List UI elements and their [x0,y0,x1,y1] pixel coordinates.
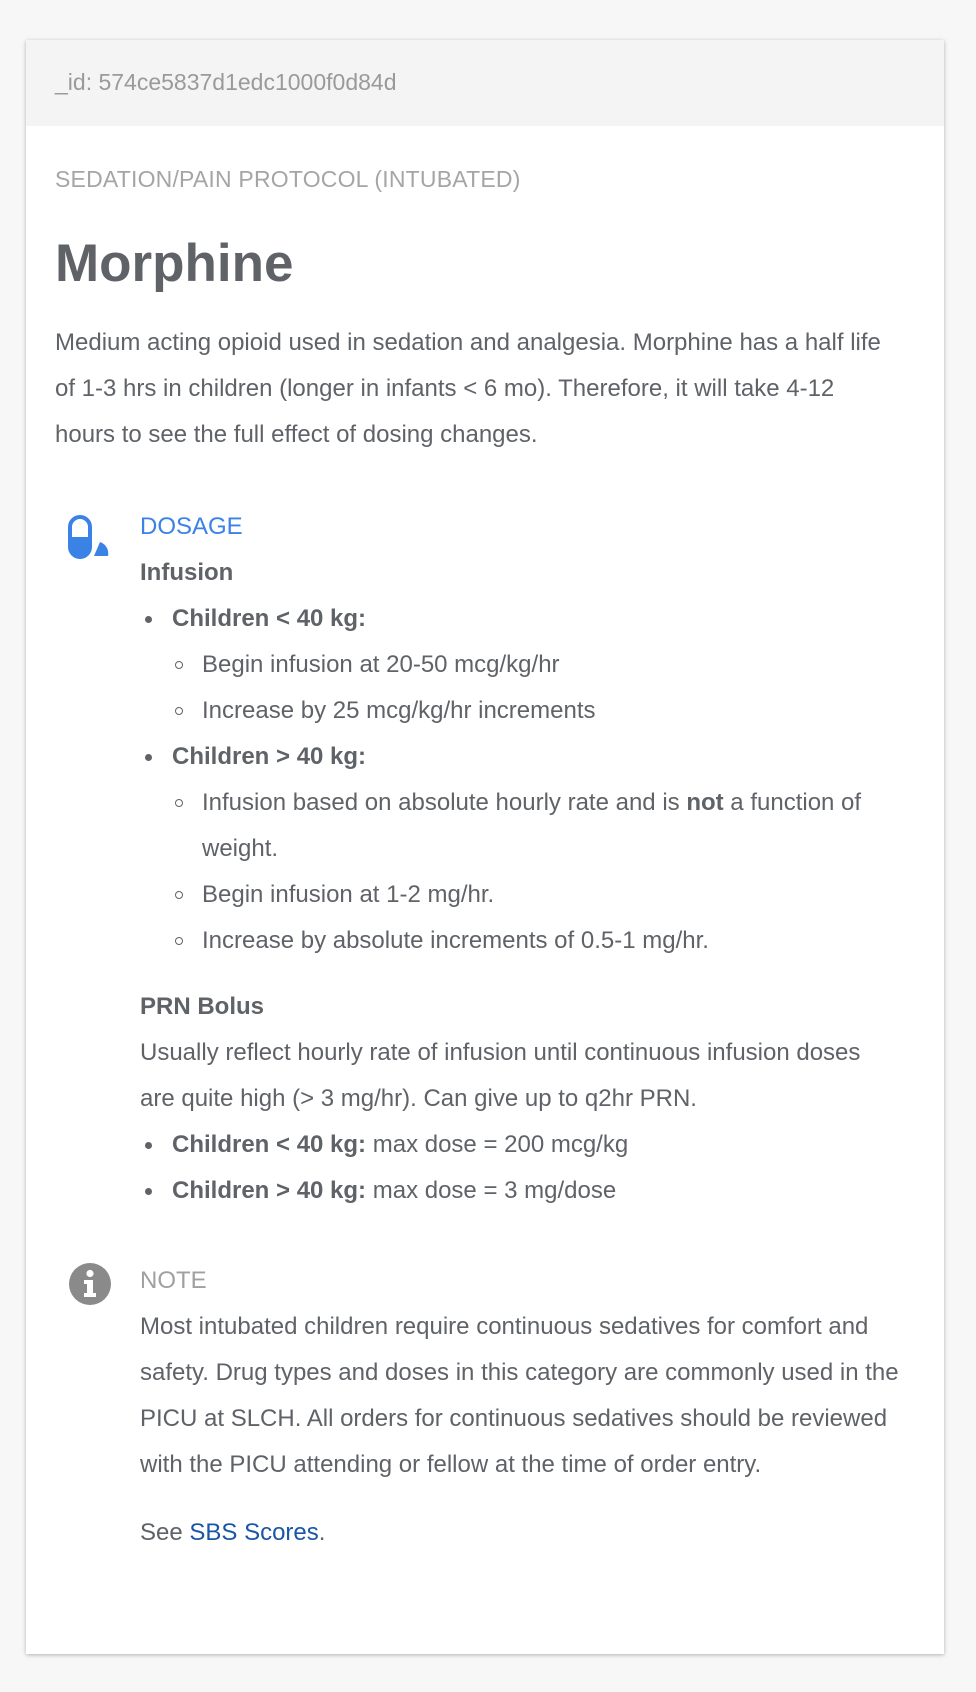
weight-label: Children > 40 kg: [172,743,367,770]
dosage-heading: DOSAGE [140,513,243,540]
category-label: SEDATION/PAIN PROTOCOL (INTUBATED) [55,166,521,192]
see-also [140,1510,900,1556]
pill-icon [67,514,113,560]
note-section [55,1258,900,1556]
weight-label: Children < 40 kg: [172,605,367,632]
text-fragment: a function of weight. [202,789,862,862]
record-id: _id: 574ce5837d1edc1000f0d84d [26,40,944,126]
prn-list [140,1122,900,1214]
list-item: Increase by 25 mcg/kg/hr increments [172,688,900,734]
weight-label: Children < 40 kg: [172,1131,367,1158]
emphasis-text: not [686,789,724,816]
list-item [140,1168,900,1214]
list-item: Increase by absolute increments of 0.5-1 mg/hr. [172,918,900,964]
list-item [140,596,900,734]
text-fragment: Infusion based on absolute hourly rate and is [202,789,687,816]
dosage-section [55,504,900,1214]
sub-list [172,780,900,964]
note-heading: NOTE [140,1267,207,1294]
prn-text: Usually reflect hourly rate of infusion until continuous infusion doses are quite high (> 3 mg/hr). Can give up to q2hr PRN. [140,1039,861,1112]
drug-title: Morphine [55,234,294,293]
drug-description: Medium acting opioid used in sedation and analgesia. Morphine has a half life of 1-3 hrs in children (longer in infants < 6 mo). Therefore, it will take 4-12 hours to see the full effect of dosing changes. [55,329,881,448]
list-item [140,734,900,964]
sbs-scores-link[interactable]: SBS Scores [189,1519,319,1546]
infusion-list [140,596,900,964]
list-item [140,1122,900,1168]
sub-list [172,642,900,734]
drug-card [26,40,944,1654]
prn-heading: PRN Bolus [140,993,265,1020]
dose-value: max dose = 200 mcg/kg [366,1131,629,1158]
info-icon [67,1261,113,1307]
list-item: Begin infusion at 20-50 mcg/kg/hr [172,642,900,688]
list-item: Begin infusion at 1-2 mg/hr. [172,872,900,918]
note-text: Most intubated children require continuous sedatives for comfort and safety. Drug types and doses in this category are commonly used in the PICU at SLCH. All orders for continuous sedatives should be reviewed with the PICU attending or fellow at the time of order entry. [140,1313,899,1478]
card-body [26,166,944,1556]
list-item [172,780,900,872]
text-fragment: See [140,1519,190,1546]
infusion-heading: Infusion [140,559,234,586]
weight-label: Children > 40 kg: [172,1177,367,1204]
text-fragment: . [318,1519,326,1546]
dose-value: max dose = 3 mg/dose [366,1177,617,1204]
